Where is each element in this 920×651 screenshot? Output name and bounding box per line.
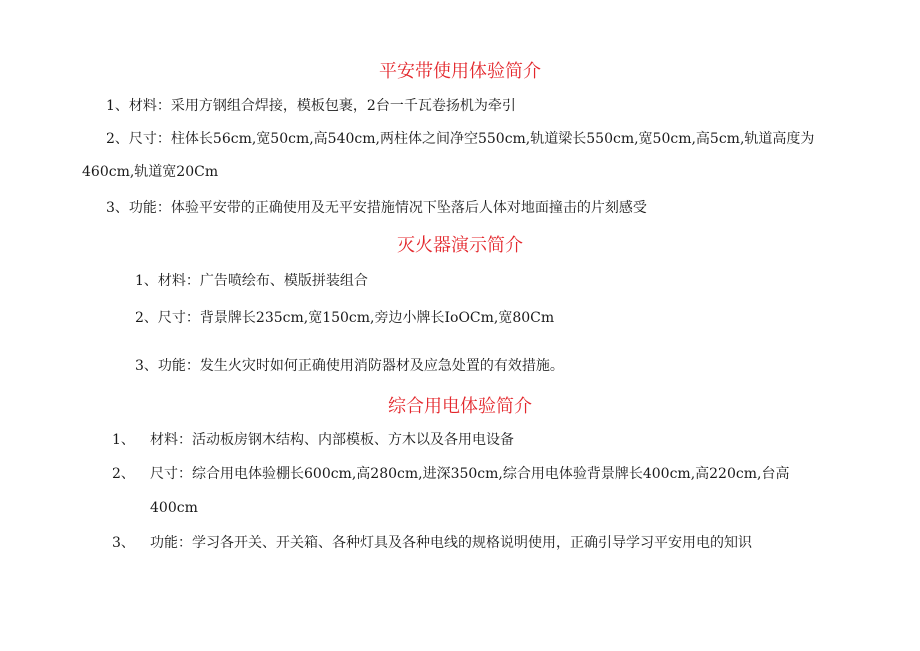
item-number: 3、 [135, 358, 158, 374]
list-item [112, 534, 752, 552]
item-number: 2、 [135, 310, 158, 326]
item-text: 尺寸：背景牌长235cm,宽150cm,旁边小牌长IoOCm,宽80Cm [157, 310, 555, 326]
item-number: 1、 [106, 98, 129, 114]
item-text: 尺寸：综合用电体验棚长600cm,高280cm,进深350cm,综合用电体验背景牌长400cm,高220cm,台高 [150, 466, 790, 482]
item-number: 1、 [135, 273, 158, 289]
item-continuation: 460cm,轨道宽20Cm [82, 164, 219, 180]
list-item [106, 199, 647, 217]
item-number: 3、 [112, 535, 135, 551]
item-continuation: 400cm [150, 500, 198, 516]
item-number: 3、 [106, 200, 129, 216]
item-text: 尺寸：柱体长56cm,宽50cm,高540cm,两柱体之间净空550cm,轨道梁长550cm,宽50cm,高5cm,轨道高度为 [128, 131, 815, 147]
item-text: 材料：采用方钢组合焊接，模板包裹，2台一千瓦卷扬机为牵引 [128, 98, 516, 114]
item-text: 功能：体验平安带的正确使用及无平安措施情况下坠落后人体对地面撞击的片刻感受 [128, 200, 647, 216]
list-item [135, 272, 368, 290]
item-number: 1、 [112, 432, 135, 448]
item-text: 材料：广告喷绘布、模版拼装组合 [157, 273, 368, 289]
section-title-electricity: 综合用电体验简介 [388, 396, 532, 417]
item-text: 功能：发生火灾时如何正确使用消防器材及应急处置的有效措施。 [157, 358, 564, 374]
section-title-fire-extinguisher: 灭火器演示简介 [397, 235, 523, 256]
list-item [135, 357, 564, 375]
list-item [112, 465, 789, 483]
item-number: 2、 [112, 466, 135, 482]
list-item [106, 97, 516, 115]
item-text: 材料：活动板房钢木结构、内部模板、方木以及各用电设备 [150, 432, 514, 448]
section-title-safety-belt: 平安带使用体验简介 [379, 61, 541, 82]
list-item [135, 309, 554, 327]
list-item [106, 130, 814, 148]
item-number: 2、 [106, 131, 129, 147]
list-item [112, 431, 514, 449]
item-text: 功能：学习各开关、开关箱、各种灯具及各种电线的规格说明使用，正确引导学习平安用电的知识 [150, 535, 752, 551]
